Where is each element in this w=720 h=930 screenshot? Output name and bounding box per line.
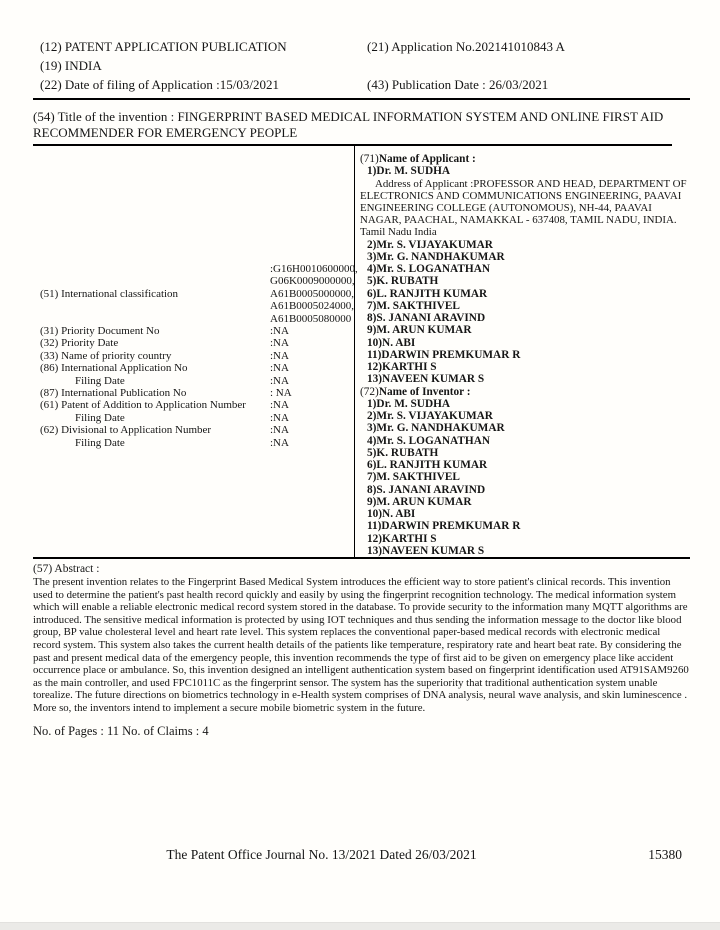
applicants-heading-label: Name of Applicant : <box>378 153 476 165</box>
field-value: :NA <box>270 424 289 437</box>
applicant-name: 6)L. RANJITH KUMAR <box>367 287 488 300</box>
applicant-first: 1)Dr. M. SUDHA <box>367 165 451 178</box>
classification-code: A61B0005024000, <box>270 300 355 313</box>
field-value: :NA <box>270 436 289 449</box>
inventor-name: 8)S. JANANI ARAVIND <box>367 483 486 496</box>
bibliography-row <box>40 399 350 411</box>
journal-footer <box>33 847 690 863</box>
inventor-list <box>360 398 688 557</box>
field-label: (87) International Publication No <box>40 387 187 400</box>
inventor-name: 2)Mr. S. VIJAYAKUMAR <box>367 410 493 423</box>
classification-code: :G16H0010600000, <box>270 263 358 275</box>
inventor-name: 7)M. SAKTHIVEL <box>367 471 460 484</box>
inventors-heading <box>360 386 688 398</box>
field-label: (33) Name of priority country <box>40 349 172 362</box>
classification-row <box>40 263 358 325</box>
inventor-name: 12)KARTHI S <box>367 532 437 545</box>
applicants-heading <box>360 153 688 165</box>
journal-line: The Patent Office Journal No. 13/2021 Dated 26/03/2021 <box>166 847 477 862</box>
field-label: Filing Date <box>75 411 125 424</box>
header-row-2 <box>33 56 690 75</box>
inventors-heading-num: (72) <box>360 385 379 398</box>
inventor-name: 6)L. RANJITH KUMAR <box>367 459 488 472</box>
applicant-name: 13)NAVEEN KUMAR S <box>367 373 485 386</box>
patent-document-page <box>33 0 690 739</box>
field-label: Filing Date <box>75 436 125 449</box>
header-row-1 <box>33 37 690 56</box>
field-label: Filing Date <box>75 374 125 387</box>
applicant-name: 8)S. JANANI ARAVIND <box>367 312 486 325</box>
header-divider-rule <box>33 98 690 100</box>
abstract-heading: (57) Abstract : <box>33 563 100 576</box>
bibliography-row <box>40 362 350 374</box>
publication-date: (43) Publication Date : 26/03/2021 <box>367 77 549 92</box>
field-label: (31) Priority Document No <box>40 325 160 338</box>
field-value: :NA <box>270 362 289 375</box>
pages-claims-line: No. of Pages : 11 No. of Claims : 4 <box>33 723 209 738</box>
field-label: (61) Patent of Addition to Application Number <box>40 399 246 412</box>
field-value: :NA <box>270 349 289 362</box>
invention-title: (54) Title of the invention : FINGERPRINT BASED MEDICAL INFORMATION SYSTEM AND ONLINE FIRST AID RECOMMENDER FOR EMERGENCY PEOPLE <box>33 109 664 140</box>
inventor-name: 5)K. RUBATH <box>367 446 439 459</box>
field-label: (62) Divisional to Application Number <box>40 424 212 437</box>
publication-type: (12) PATENT APPLICATION PUBLICATION <box>40 39 287 54</box>
bibliography-row <box>40 375 350 387</box>
bibliography-row <box>40 424 350 436</box>
field-label: (86) International Application No <box>40 362 188 375</box>
abstract-text: The present invention relates to the Fingerprint Based Medical System introduces the efficient way to store patient's clinical records. This invention used to determine the patient's past health record quickly and easily by using the fingerprint recognition technology. The medical information system which will enable a reliable electronic medical record system stored in the database. To provide security to the information many MQTT algorithms are introduced. The sensitive medical information is protected by using IOT techniques and thus sending the information message to the doctor like blood group, BP value cholesteral level and heart rate level. This system replaces the conventional paper-based medical records with electronic medical record system. This system also takes the current health details of the patients like temperature, respiratory rate and heart beat rate. By considering the past and present medical data of the emergency people, this invention recommends the type of first aid to be given on emergency place like accident occurrence place or ambulance. So, this invention designed an intelligent authentication system based on fingerprint identification used AT91SAM9260 as the main controller, and used FPC1011C as the fingerprint sensor. The system has the superiority that traditional authentication system unable torealize. The future directions on biometrics technology in e-Health system comprises of DNA analysis, neural wave analysis, and skin luminescence . More so, the inventors intend to implement a secure mobile biometric system in the future. <box>33 576 689 714</box>
applicant-name: 9)M. ARUN KUMAR <box>367 324 472 337</box>
applicant-name: 11)DARWIN PREMKUMAR R <box>367 348 521 361</box>
inventor-name: 1)Dr. M. SUDHA <box>367 397 451 410</box>
classification-code: G06K0009000000, <box>270 275 355 288</box>
inventor-name: 4)Mr. S. LOGANATHAN <box>367 434 491 447</box>
journal-page-number: 15380 <box>648 847 682 862</box>
classification-label: (51) International classification <box>40 287 179 300</box>
bibliography-row <box>40 412 350 424</box>
inventor-name: 9)M. ARUN KUMAR <box>367 495 472 508</box>
filing-date: (22) Date of filing of Application :15/03/2021 <box>40 77 280 92</box>
bibliography-row <box>40 387 350 399</box>
field-label: (32) Priority Date <box>40 337 119 350</box>
applicant-name: 4)Mr. S. LOGANATHAN <box>367 263 491 276</box>
inventor-name: 13)NAVEEN KUMAR S <box>367 544 485 557</box>
applicant-inventor-column <box>355 146 690 557</box>
inventors-heading-label: Name of Inventor : <box>378 385 471 398</box>
applicant-name: 7)M. SAKTHIVEL <box>367 299 460 312</box>
publication-header <box>33 37 690 100</box>
bibliography-row <box>40 437 350 449</box>
bibliography-row <box>40 337 350 349</box>
classification-code: A61B0005000000, <box>270 287 355 300</box>
applicant-name: 10)N. ABI <box>367 336 416 349</box>
field-value: :NA <box>270 337 289 350</box>
header-spacer <box>360 56 690 75</box>
bibliographic-table <box>33 146 690 559</box>
applicant-name: 2)Mr. S. VIJAYAKUMAR <box>367 238 493 251</box>
inventor-name: 11)DARWIN PREMKUMAR R <box>367 520 521 533</box>
applicant-name: 12)KARTHI S <box>367 361 437 374</box>
field-value: :NA <box>270 411 289 424</box>
field-value: :NA <box>270 325 289 338</box>
applicant-name: 5)K. RUBATH <box>367 275 439 288</box>
bibliography-column <box>33 146 358 557</box>
bibliography-row <box>40 325 350 337</box>
applicant-name: 3)Mr. G. NANDHAKUMAR <box>367 250 505 263</box>
window-bottom-strip <box>0 922 720 930</box>
bibliography-row <box>40 350 350 362</box>
field-value: :NA <box>270 399 289 412</box>
bibliography-rows <box>40 325 350 449</box>
inventor-name: 3)Mr. G. NANDHAKUMAR <box>367 422 505 435</box>
applicant-list <box>360 239 688 386</box>
field-value: : NA <box>270 387 292 400</box>
inventor-name: 10)N. ABI <box>367 508 416 521</box>
application-number: (21) Application No.202141010843 A <box>367 39 565 54</box>
classification-code: A61B0005080000 <box>270 312 352 325</box>
applicants-heading-num: (71) <box>360 153 379 165</box>
classification-codes <box>270 263 358 325</box>
country: (19) INDIA <box>40 58 102 73</box>
applicant-address: Address of Applicant :PROFESSOR AND HEAD, DEPARTMENT OF ELECTRONICS AND COMMUNICATIONS ENGINEERING, PAAVAI ENGINEERING COLLEGE (AUTONOMOUS), NH-44, PAAVAI NAGAR, PAACHAL, NAMAKKAL - 637408, TAMIL NADU, INDIA. Tamil Nadu India <box>360 177 687 239</box>
field-value: :NA <box>270 374 289 387</box>
header-row-3 <box>33 75 690 94</box>
